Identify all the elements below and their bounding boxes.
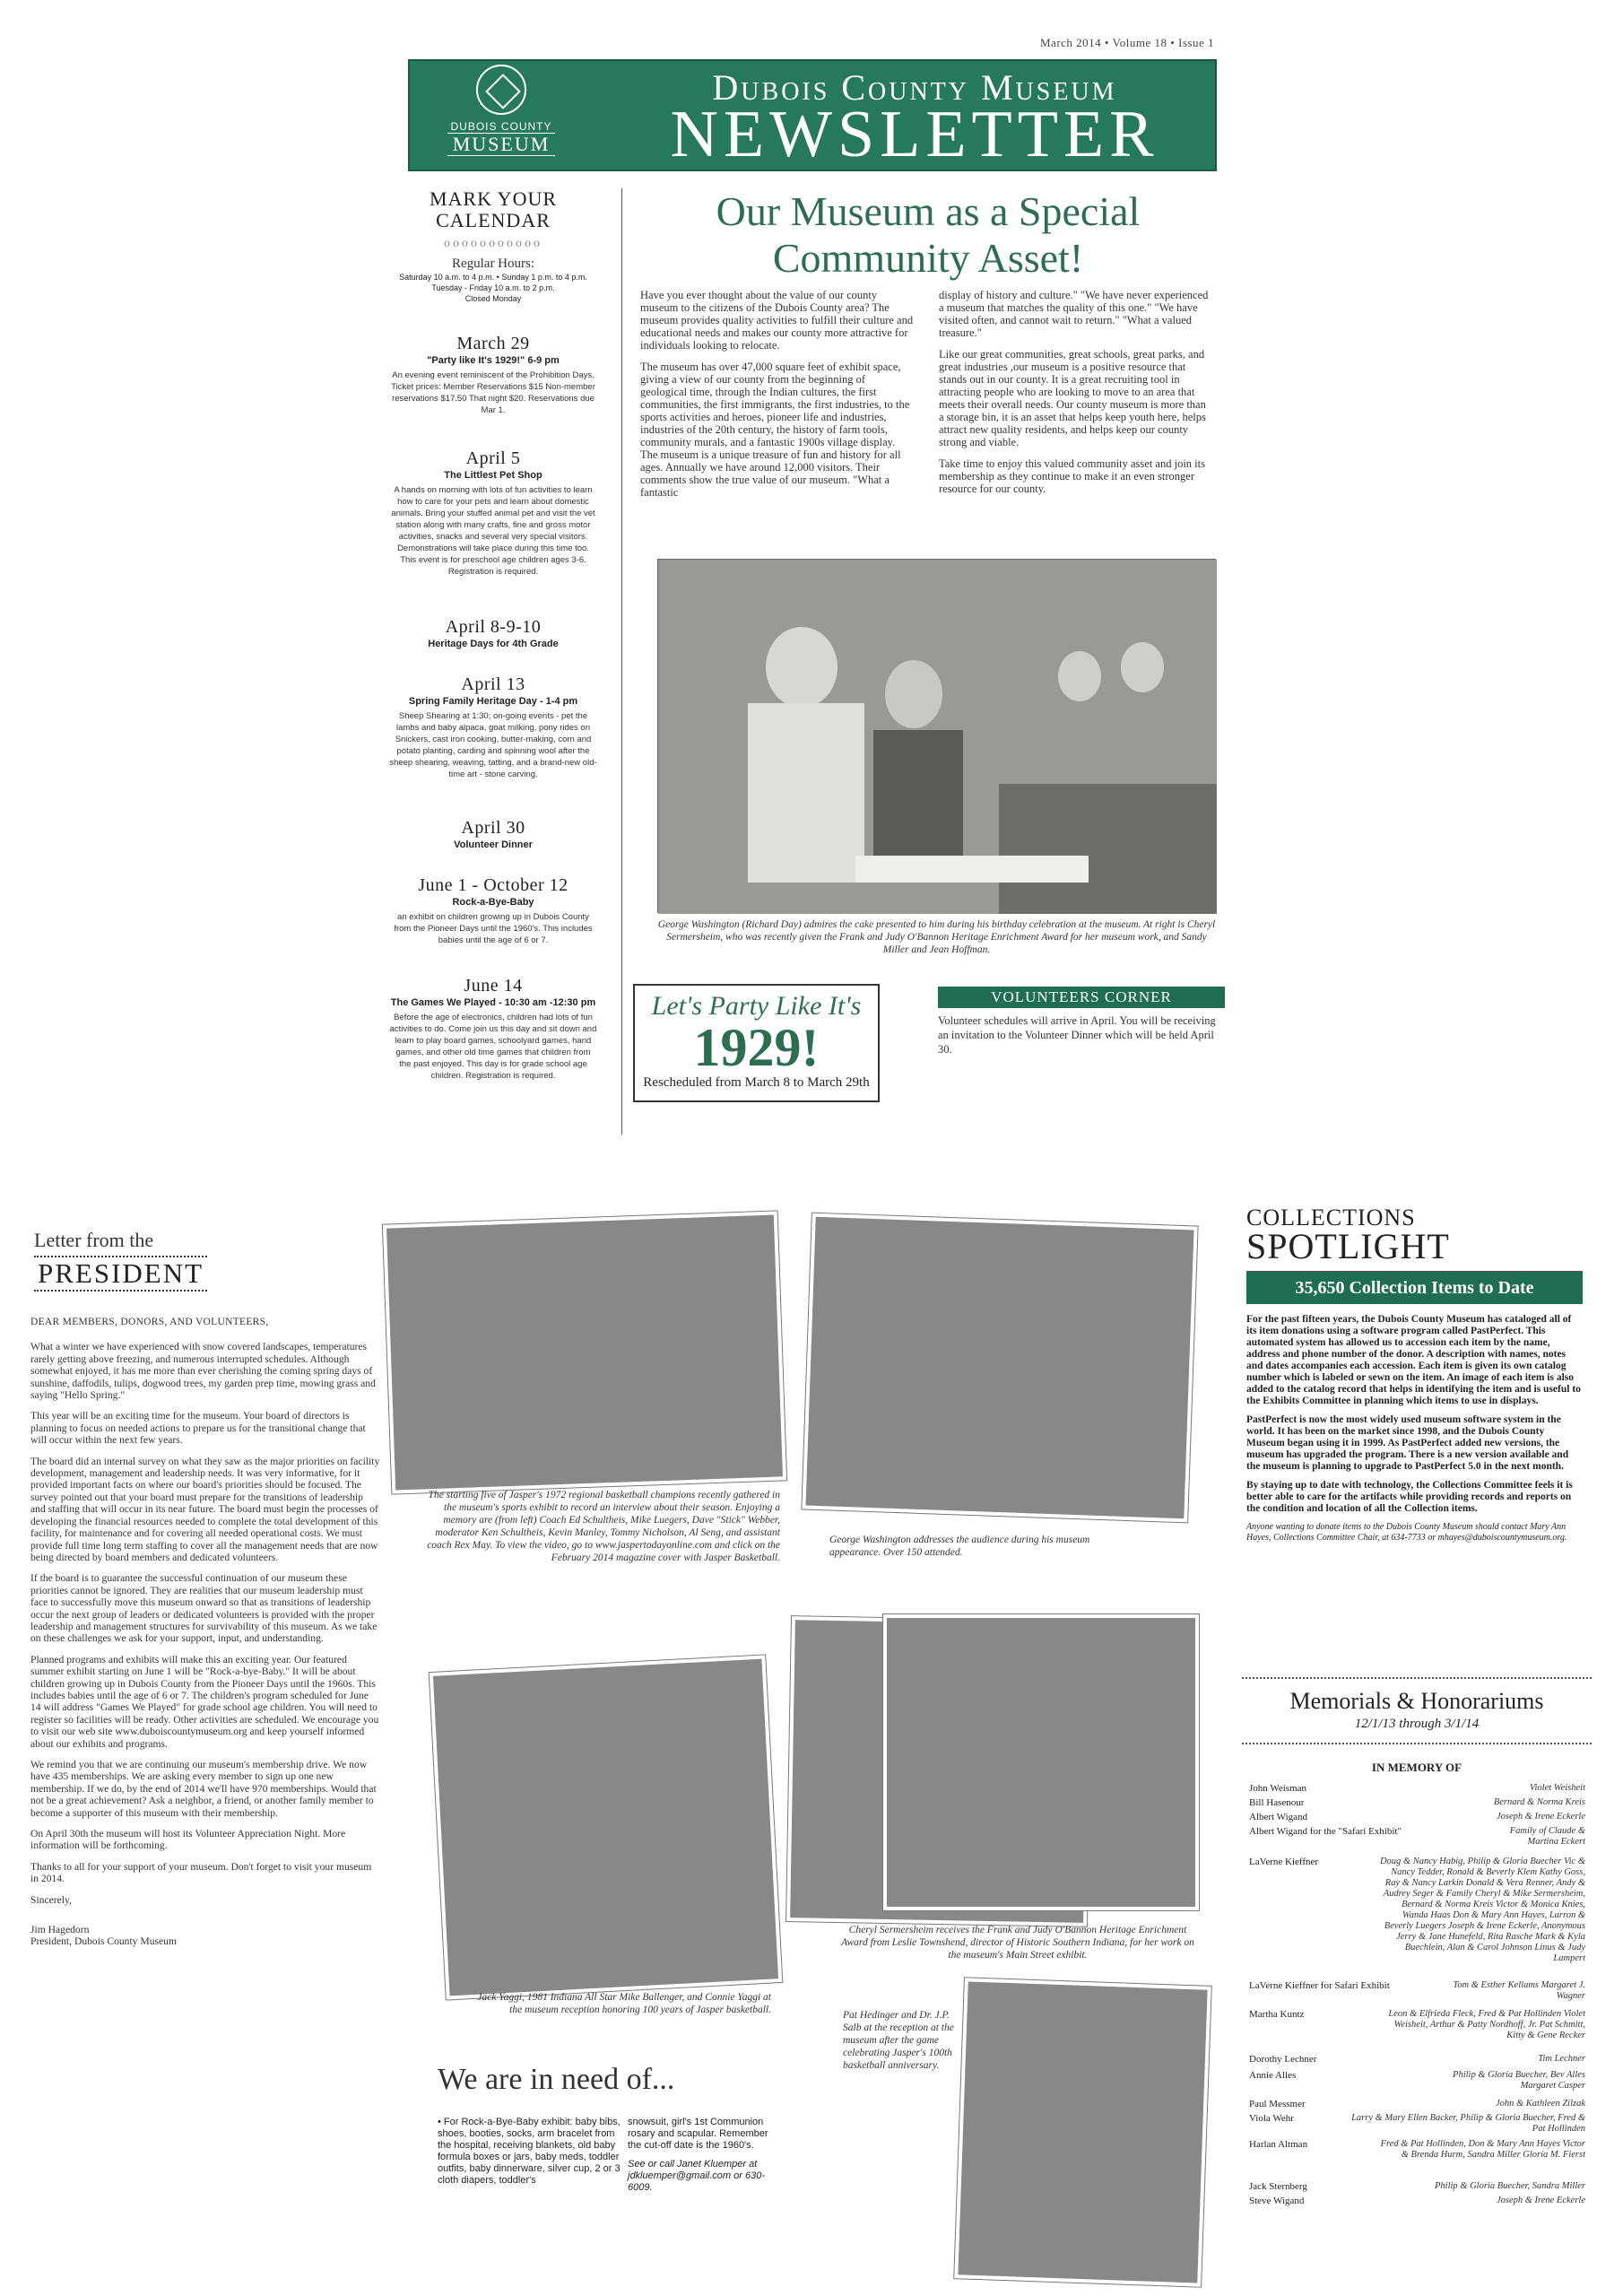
memorial-givers: Joseph & Irene Eckerle [1496,1812,1585,1822]
memorial-name: Jack Sternberg [1249,2181,1307,2192]
memorial-name: Albert Wigand [1249,1812,1308,1822]
memorial-givers: Bernard & Norma Kreis [1493,1797,1585,1807]
masthead-newsletter: NEWSLETTER [670,98,1159,171]
basketball-team-photo [383,1211,786,1493]
signature-title: President, Dubois County Museum [30,1935,177,1948]
need-list-col2 [628,2117,771,2194]
event-title: Spring Family Heritage Day - 1-4 pm [408,696,578,707]
memorial-givers: Tom & Esther Kellams Margaret J. Wagner [1453,1980,1585,2001]
article-paragraph: display of history and culture." "We have never experienced a museum that matches the quality of this one." "We have visited often, and cannot wait to return." "What a valued treasure." [939,289,1209,339]
party-year: 1929! [693,1018,820,1077]
need-list-col2-text: snowsuit, girl's 1st Communion rosary and scapular. Remember the cut-off date is the 1960's. [628,2117,768,2151]
column-divider [621,188,622,1135]
event-body: Before the age of electronics, children had lots of fun activities to do. Come join us this day and sit down and learn to play board games, schoolyard games, hand games, and other old time games that children from the past enjoyed. This day is for grade school age children. Registration is required. [389,1013,597,1081]
event-date: April 13 [461,674,525,694]
collections-paragraph: By staying up to date with technology, the Collections Committee feels it is better able to care for the artifacts while providing records and reports on the condition and location of all the Collection items. [1246,1480,1573,1514]
collections-paragraph: PastPerfect is now the most widely used museum software system in the world. It has been on the market since 1998, and the Dubois County Museum began using it in 1999. As PastPerfect added new versions, the museum has upgraded the program. There is a new version available and the museum is planning to upgrade to PastPerfect 5.0 in the next month. [1246,1414,1569,1472]
letter-paragraph: We remind you that we are continuing our museum's membership drive. We now have 435 memberships. We are asking every member to sign up one new membership. If we do, by the end of 2014 we'll have 970 memberships. Would that not be a great achievement? Ask a neighbor, a friend, or another family member to become a supporter of this museum with their membership. [30,1759,377,1819]
letter-paragraph: Planned programs and exhibits will make this an exciting year. Our featured summer exhibit starting on June 1 will be "Rock-a-bye-Baby." It will be about children growing up in Dubois County from the Pioneer Days until the 1960s. This includes babies until the age of 6 or 7. The children's program scheduled for June 14 will address "Games We Played" for grade school age children. You will need to register so facilities will be ready. Other activities are scheduled. We encourage you to visit our web site www.duboiscountymuseum.org and keep yourself informed about our exhibits and programs. [30,1653,379,1750]
memorial-givers: Family of Claude & Martina Eckert [1509,1826,1585,1847]
memorials-dates: 12/1/13 through 3/1/14 [1354,1717,1480,1731]
memorials-top-rule [1242,1677,1592,1679]
hours-line1: Saturday 10 a.m. to 4 p.m. • Sunday 1 p.m. to 4 p.m. [399,273,587,282]
memorial-name: Annie Alles [1249,2070,1297,2081]
birthday-photo [657,559,1216,913]
event-date: April 30 [461,818,525,838]
event-title: Volunteer Dinner [454,839,533,850]
memorial-name: Bill Hasenour [1249,1797,1305,1808]
calendar-dots: ooooooooooo [444,237,542,250]
event-date: April 5 [465,448,521,468]
need-contact: See or call Janet Kluemper at jdkluemper@gmail.com or 630-6009. [628,2159,766,2193]
basketball-caption: The starting five of Jasper's 1972 regional basketball champions recently gathered in the museum's sports exhibit to record an interview about their season. Enjoying a memory are (from left) Coach Ed Schultheis, Mike Luegers, Dave "Stick" Webber, moderator Ken Schultheis, Kevin Manley, Tommy Nicholson, Al Seng, and assistant coach Rex May. To view the video, go to www.jaspertodayonline.com and click on the February 2014 magazine cover with Jasper Basketball. [427,1490,780,1563]
event-body: Sheep Shearing at 1:30; on-going events - pet the lambs and baby alpaca, goat milking, pony rides on Snickers, cast iron cooking, butter-making, corn and potato planting, carding and spinning wool after the sheep shearing, weaving, tatting, and a brand-new old-time art - stone carving. [389,711,597,779]
signature-name: Jim Hagedorn [30,1924,90,1936]
logo-line2: MUSEUM [447,133,556,156]
calendar-title2: CALENDAR [436,209,551,231]
museum-logo [421,63,581,167]
hours-title: Regular Hours: [451,257,535,271]
memorial-name: Steve Wigand [1249,2196,1305,2206]
memorial-name: Dorothy Lechner [1249,2054,1317,2065]
event-title: Heritage Days for 4th Grade [428,639,559,649]
event-title: Rock-a-Bye-Baby [452,897,534,908]
need-title: We are in need of... [438,2063,675,2096]
salb-caption: Pat Hedinger and Dr. J.P. Salb at the reception at the museum after the game celebrating Jasper's 100th basketball anniversary. [843,2010,954,2071]
memorial-name: Martha Kuntz [1249,2009,1305,2020]
logo-line1: DUBOIS COUNTY [450,120,552,133]
calendar-title1: MARK YOUR [429,187,558,210]
letter-paragraph: If the board is to guarantee the successful continuation of our museum these priorities cannot be ignored. They are realities that our museum leadership must face to successfully move this museum onward so that as transitions of leadership occur the next group of leaders or dedicated volunteers is provided with the proper leadership and management structures for survivability of this museum. As we take on these challenges we ask for your support, input, and understanding. [30,1572,378,1645]
volunteers-corner-text: Volunteer schedules will arrive in April. You will be receiving an invitation to the Volunteer Dinner which will be held April 30. [938,1014,1216,1056]
memorial-givers: Joseph & Irene Eckerle [1496,2196,1585,2205]
letter-salutation: DEAR MEMBERS, DONORS, AND VOLUNTEERS, [30,1317,269,1327]
yaggi-caption: Jack Yaggi, 1981 Indiana All Star Mike Ballenger, and Connie Yaggi at the museum reception honoring 100 years of Jasper basketball. [477,1992,771,2015]
calendar-event [377,448,610,578]
letter-heading-small: Letter from the [34,1229,154,1251]
event-date: March 29 [456,334,530,353]
birthday-photo-caption: George Washington (Richard Day) admires the cake presented to him during his birthday celebration at the museum. At right is Cheryl Sermersheim, who was recently given the Frank and Judy O'Bannon Heritage Enrichment Award for her museum work, and Sandy Miller and Jean Hoffman. [657,919,1216,955]
collections-heading2: SPOTLIGHT [1246,1226,1450,1266]
event-date: April 8-9-10 [445,617,542,637]
letter-paragraph: The board did an internal survey on what they saw as the major priorities on facility development, management and leadership needs. It was very informative, for it provided important facts on where our board's priorities should be focused. The survey pointed out that your board must prepare for the transitions of leadership and staffing that will occur in its near future. The board must begin the processes of developing the financial resources needed to complete the total development of this facility, for maintenance and for covering all needed operational costs. We must provide full time long term staffing to cover all the management needs that are now being directed by board members and dedicated volunteers. [30,1455,380,1563]
event-title: "Party like It's 1929!" 6-9 pm [427,355,560,366]
memorial-givers: Leon & Elfrieda Fleck, Fred & Pat Hollinden Violet Weisheit, Arthur & Patty Nordhoff, Jr. Pat Schmitt, Kitty & Gene Recker [1388,2009,1585,2040]
article-paragraph: Like our great communities, great schools, great parks, and great industries ,our museum is a positive resource that stands out in our county. It is a great recruiting tool in attracting people who are looking to move to an area that meets their overall needs. Our county museum is more than a storage bin, it is an asset that helps keep youth here, helps attract new quality residents, and helps keep our county strong and viable. [939,348,1206,448]
collections-paragraph: For the past fifteen years, the Dubois County Museum has cataloged all of its item donations using a software program called PastPerfect. This automated system has allowed us to accession each item by the name, address and phone number of the donor. A description with names, notes and dates accompanies each accession. Each item is given its own catalog number which is labeled or sewn on the item. An image of each item is also added to the catalog record that helps in identifying the item and is useful to the Exhibits Committee in planning which items to use in displays. [1246,1314,1581,1406]
award-caption: Cheryl Sermersheim receives the Frank and Judy O'Bannon Heritage Enrichment Award from Leslie Townshend, director of Historic Southern Indiana, for her work on the museum's Main Street exhibit. [841,1925,1194,1961]
memorial-givers: Philip & Gloria Buecher, Sandra Miller [1435,2181,1585,2191]
calendar-event [377,875,610,946]
memorial-name: John Weisman [1249,1783,1306,1794]
memorial-name: LaVerne Kieffner [1249,1857,1319,1867]
memorials-title: Memorials & Honorariums [1289,1688,1544,1714]
issue-dateline: March 2014 • Volume 18 • Issue 1 [1040,36,1214,49]
memorial-givers: Larry & Mary Ellen Backer, Philip & Gloria Buecher, Fred & Pat Hollinden [1351,2113,1585,2134]
memorial-name: Harlan Altman [1249,2139,1308,2150]
memorial-givers: Tim Lechner [1538,2054,1585,2064]
party-reschedule: Rescheduled from March 8 to March 29th [643,1075,870,1090]
letter-paragraph: On April 30th the museum will host its Volunteer Appreciation Night. More information will be forthcoming. [30,1828,346,1852]
letter-paragraph: Thanks to all for your support of your museum. Don't forget to visit your museum in 2014. [30,1860,372,1885]
collections-text [1246,1314,1583,1551]
party-announcement [633,984,880,1102]
calendar-header [377,188,610,304]
hours-line2: Tuesday - Friday 10 a.m. to 2 p.m. [431,283,555,292]
event-date: June 14 [464,976,523,996]
calendar-event [377,617,610,651]
memorial-name: Viola Wehr [1249,2113,1294,2124]
museum-emblem-icon [476,65,526,115]
feature-headline: Our Museum as a Special Community Asset! [716,188,1141,281]
calendar-event [377,334,610,416]
article-paragraph: Have you ever thought about the value of our county museum to the citizens of the Dubois County area? The museum provides quality activities to fulfill their culture and educational needs and makes our county more attractive for individuals looking to relocate. [640,289,914,352]
calendar-event [377,674,610,780]
event-body: an exhibit on children growing up in Dubois County from the Pioneer Days until the 1960's. This includes babies until the age of 6 or 7. [394,912,593,945]
memorial-givers: Fred & Pat Hollinden, Don & Mary Ann Hayes Victor & Brenda Hurm, Sandra Miller Gloria M. Fierst [1380,2139,1585,2160]
salb-photo [954,1978,1211,2286]
memorial-givers: John & Kathleen Zilzak [1495,2099,1585,2109]
washington-caption: George Washington addresses the audience during his museum appearance. Over 150 attended. [829,1535,1090,1558]
yaggi-photo [430,1655,783,1999]
collections-count-banner: 35,650 Collection Items to Date [1246,1272,1583,1304]
hours-line3: Closed Monday [464,294,522,303]
memorial-givers: Philip & Gloria Buecher, Bev Alles Margaret Casper [1453,2070,1585,2091]
memorials-bottom-rule [1242,1743,1592,1744]
event-date: June 1 - October 12 [418,875,568,895]
article-column-1 [640,289,914,499]
need-list-col1: • For Rock-a-Bye-Baby exhibit: baby bibs, shoes, booties, socks, arm bracelet from the hospital, receiving blankets, old baby formula boxes or jars, baby meds, toddler outfits, baby dinnerware, silver cup, 2 or 3 cloth diapers, toddler's [438,2117,621,2186]
letter-heading-large: PRESIDENT [34,1256,207,1292]
calendar-event [377,818,610,852]
letter-paragraph: This year will be an exciting time for the museum. Your board of directors is planning to focus on needed actions to prepare us for the transitional change that will occur within the next few years. [30,1410,366,1447]
article-paragraph: Take time to enjoy this valued community asset and join its membership as they continue to make it an even stronger resource for our county. [939,457,1205,495]
letter-paragraph: Sincerely, [30,1893,72,1906]
volunteers-corner-title: VOLUNTEERS CORNER [938,987,1225,1008]
collections-heading1: COLLECTIONS [1246,1205,1416,1231]
award-photo [883,1614,1199,1910]
event-title: The Littlest Pet Shop [444,470,542,481]
washington-photo [802,1213,1197,1523]
letter-paragraph: What a winter we have experienced with snow covered landscapes, temperatures rarely getting above freezing, and numerous interrupted schedules. Although somewhat enjoyed, it has me more than ever cherishing the coming spring days of sunshine, daffodils, tulips, dogwood trees, my garden prep time, mowing grass and saying "Hello Spring." [30,1341,376,1402]
collections-contact: Anyone wanting to donate items to the Dubois County Museum should contact Mary Ann Hayes, Collections Committee Chair, at 634-7733 or mhayes@duboiscountymuseum.org. [1246,1522,1567,1543]
article-column-2 [939,289,1212,495]
masthead-title: Dubois County Museum [712,67,1117,108]
memorial-name: LaVerne Kieffner for Safari Exhibit [1249,1980,1390,1991]
event-body: An evening event reminiscent of the Prohibition Days. Ticket prices: Member Reservations $15 Non-member reservations $17.50 That night $20. Reservations due Mar 1. [391,370,595,415]
event-body: A hands on morning with lots of fun activities to learn how to care for your pets and learn about domestic animals. Bring your stuffed animal pet and visit the vet station along with many crafts, fine and gross motor activities, snacks and several very special visitors. Demonstrations will take place during this time too. This event is for preschool age children ages 3-6. Registration is required. [391,485,595,577]
calendar-event [377,976,610,1082]
memorial-givers: Doug & Nancy Habig, Philip & Gloria Buecher Vic & Nancy Tedder, Ronald & Beverly Klem Kathy Goss, Ray & Nancy Larkin Donald & Vera Renner, Andy & Audrey Seger & Family Cheryl & Mike Sermersheim, Bernard & Norma Kreis Victor & Monica Knies, Wanda Haas Don & Mary Ann Hayes, Larron & Beverly Luegers Joseph & Irene Eckerle, Anonymous Jerry & Jane Hunefeld, Rita Rasche Mark & Kyla Buechlein, Alan & Carol Johnson Linus & Judy Lampert [1379,1857,1585,1963]
article-paragraph: The museum has over 47,000 square feet of exhibit space, giving a view of our county from the beginning of geological time, through the Indian cultures, the first communities, the first immigrants, the first industries, to the sports activities and heroes, pioneer life and industries, industries of the 20th century, the history of farm tools, community murals, and a fantastic 1900s village display. The museum is a unique treasure of fun and history for all ages. Annually we have around 12,000 visitors. Their comments show the true value of our museum. "What a fantastic [640,361,910,499]
birthday-photo-illustration [658,560,1217,914]
memorial-givers: Violet Weisheit [1529,1783,1585,1793]
memorial-name: Paul Messmer [1249,2099,1306,2109]
event-title: The Games We Played - 10:30 am -12:30 pm [390,997,596,1008]
memorials-subtitle: IN MEMORY OF [1371,1761,1462,1774]
memorial-name: Albert Wigand for the "Safari Exhibit" [1249,1826,1402,1837]
party-line1: Let's Party Like It's [651,991,862,1021]
president-letter [30,1317,380,1948]
